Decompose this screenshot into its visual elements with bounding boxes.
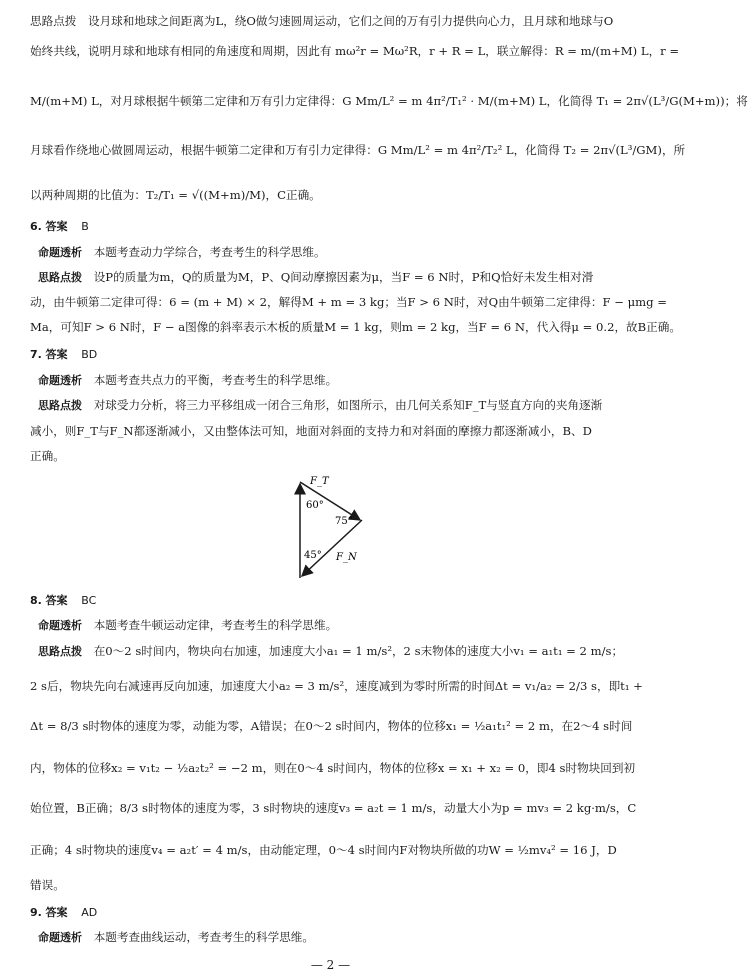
q6-hint-line-2: 动，由牛顿第二定律可得：6 = (m + M) × 2，解得M + m = 3 kg；当F > 6 N时，对Q由牛顿第二定律得：F − μmg = [30,295,668,309]
q6-intent: 本题考查动力学综合，考查考生的科学思维。 [93,245,326,259]
q7-intent: 本题考查共点力的平衡，考查考生的科学思维。 [93,373,338,387]
q8-hint-line-7: 错误。 [30,878,65,892]
q6-hint-label: 思路点拨 [38,271,82,284]
q9-answer-row [30,905,642,920]
fn-arrow [302,520,362,576]
q6-answer: B [81,220,89,233]
q8-hint-line-4: 内，物体的位移x₂ = v₁t₂ − ½a₂t₂² = −2 m，则在0～4 s时间内，物体的位移x = x₁ + x₂ = 0，即4 s时物块回到初 [30,761,636,775]
q8-answer: BC [81,594,97,607]
q8-hint-row [38,644,650,659]
q7-intent-label: 命题透析 [38,374,82,387]
q6-hint-row [38,270,650,285]
q9-answer: AD [81,906,98,919]
q8-intent-label: 命题透析 [38,619,82,632]
q9-intent: 本题考查曲线运动，考查考生的科学思维。 [93,930,314,944]
angle-top: 60° [306,500,324,511]
q8-hint-label: 思路点拨 [38,645,82,658]
q9-number: 9. [30,906,42,919]
q5-hint-line-4: 月球看作绕地心做圆周运动，根据牛顿第二定律和万有引力定律得：G Mm/L² = m 4π²/T₂² L，化简得 T₂ = 2π√(L³/GM)，所 [30,143,686,157]
q8-hint-line-5: 始位置，B正确；8/3 s时物体的速度为零，3 s时物块的速度v₃ = a₂t = 1 m/s，动量大小为p = mv₃ = 2 kg·m/s，C [30,801,637,815]
q7-number: 7. [30,348,42,361]
q5-hint-line-3: M/(m+M) L，对月球根据牛顿第二定律和万有引力定律得：G Mm/L² = m 4π²/T₁² · M/(m+M) L，化简得 T₁ = 2π√(L³/G(M+m))；将 [30,94,748,108]
q8-intent: 本题考查牛顿运动定律，考查考生的科学思维。 [93,618,338,632]
force-triangle-figure [280,470,390,585]
q8-number: 8. [30,594,42,607]
page-number: — 2 — [310,958,351,972]
q7-hint-line-1: 对球受力分析，将三力平移组成一闭合三角形，如图所示，由几何关系知F_T与竖直方向的夹角逐渐 [93,398,603,412]
q8-hint-line-3: Δt = 8/3 s时物体的速度为零，动能为零，A错误；在0～2 s时间内，物体的位移x₁ = ½a₁t₁² = 2 m，在2～4 s时间 [30,719,633,733]
label-ft: F_T [310,476,329,487]
q5-hint-line-5: 以两种周期的比值为：T₂/T₁ = √((M+m)/M)，C正确。 [30,188,321,202]
q8-hint-line-6: 正确；4 s时物块的速度v₄ = a₂t′ = 4 m/s，由动能定理，0～4 s时间内F对物块所做的功W = ½mv₄² = 16 J，D [30,843,617,857]
q5-hint-line-1: 思路点拨 设月球和地球之间距离为L，绕O做匀速圆周运动，它们之间的万有引力提供向心力，且月球和地球与O [30,14,614,28]
q7-hint-line-2: 减小，则F_T与F_N都逐渐减小，又由整体法可知，地面对斜面的支持力和对斜面的摩擦力都逐渐减小，B、D [30,424,592,438]
q6-hint-line-3: Ma，可知F > 6 N时，F − a图像的斜率表示木板的质量M = 1 kg，则m = 2 kg，当F = 6 N，代入得μ = 0.2，故B正确。 [30,320,681,334]
q5-hint-line-2: 始终共线，说明月球和地球有相同的角速度和周期，因此有 mω²r = Mω²R，r + R = L，联立解得：R = m/(m+M) L，r = [30,44,680,58]
q7-intent-row [38,373,650,388]
angle-bottom: 45° [304,550,322,561]
q6-hint-line-1: 设P的质量为m，Q的质量为M，P、Q间动摩擦因素为μ，当F = 6 N时，P和Q恰好未发生相对滑 [93,270,594,284]
q9-intent-label: 命题透析 [38,931,82,944]
q6-answer-label: 答案 [45,220,68,233]
q8-answer-row [30,593,642,608]
q6-answer-row [30,219,642,234]
q7-answer-label: 答案 [45,348,68,361]
q7-hint-label: 思路点拨 [38,399,82,412]
angle-right: 75° [335,516,353,527]
q8-intent-row [38,618,650,633]
q8-hint-line-2: 2 s后，物块先向右减速再反向加速，加速度大小a₂ = 3 m/s²，速度减到为零时所需的时间Δt = v₁/a₂ = 2/3 s，即t₁ + [30,679,643,693]
label-fn: F_N [336,552,357,563]
q7-hint-line-3: 正确。 [30,449,65,463]
q9-answer-label: 答案 [45,906,68,919]
q6-number: 6. [30,220,42,233]
q7-answer-row [30,347,642,362]
q6-intent-label: 命题透析 [38,246,82,259]
q9-intent-row [38,930,650,945]
q6-intent-row [38,245,650,260]
q7-hint-row [38,398,650,413]
q8-hint-line-1: 在0～2 s时间内，物块向右加速，加速度大小a₁ = 1 m/s²，2 s末物体的速度大小v₁ = a₁t₁ = 2 m/s； [93,644,624,658]
q8-answer-label: 答案 [45,594,68,607]
q7-answer: BD [81,348,98,361]
